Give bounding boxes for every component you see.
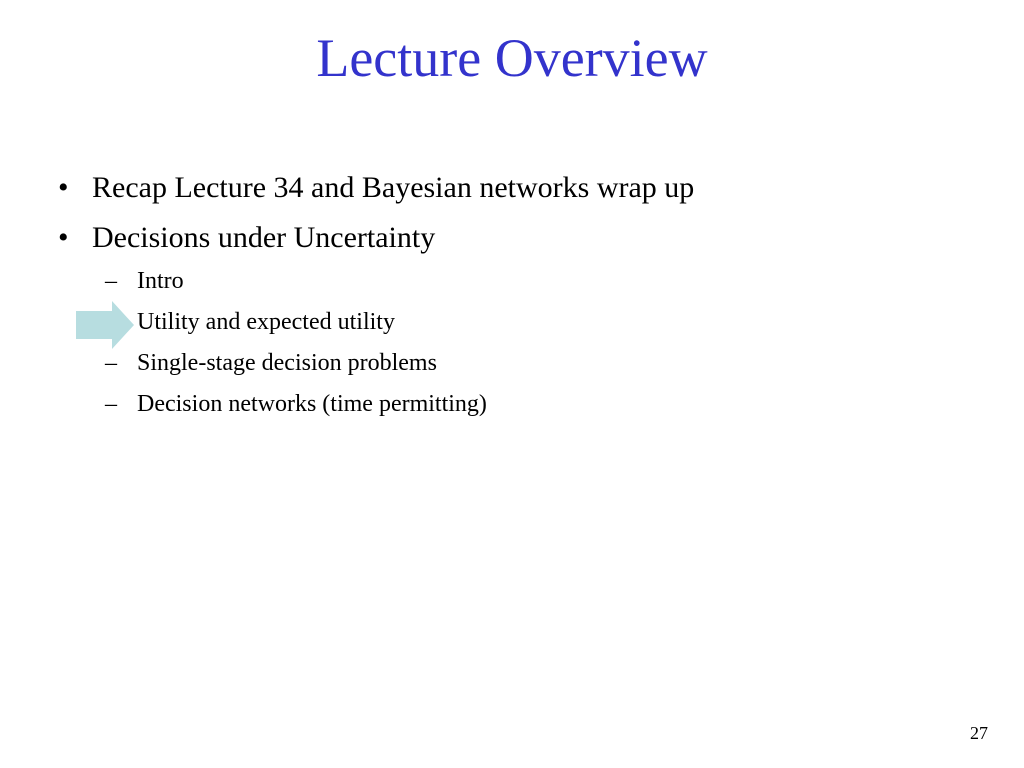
sub-item-decision-networks: Decision networks (time permitting) — [137, 391, 487, 417]
bullet-item — [58, 170, 694, 206]
sub-item-single-stage: Single-stage decision problems — [137, 350, 437, 376]
sub-item — [105, 267, 184, 295]
bullet-marker: • — [58, 221, 69, 254]
sub-item-utility: Utility and expected utility — [137, 309, 395, 335]
arrow-right-icon — [76, 301, 134, 349]
bullet-text-decisions: Decisions under Uncertainty — [92, 221, 436, 254]
dash-marker: – — [105, 350, 117, 376]
arrow-shape — [76, 301, 134, 349]
dash-marker: – — [105, 391, 117, 417]
bullet-text-recap: Recap Lecture 34 and Bayesian networks wrap up — [92, 171, 695, 204]
dash-marker: – — [105, 268, 117, 294]
sub-item — [105, 390, 487, 418]
page-number: 27 — [970, 723, 988, 743]
sub-item — [105, 308, 395, 336]
bullet-item — [58, 220, 435, 256]
sub-item-intro: Intro — [137, 268, 184, 294]
sub-item — [105, 349, 437, 377]
slide-title: Lecture Overview — [316, 28, 708, 88]
bullet-marker: • — [58, 171, 69, 204]
